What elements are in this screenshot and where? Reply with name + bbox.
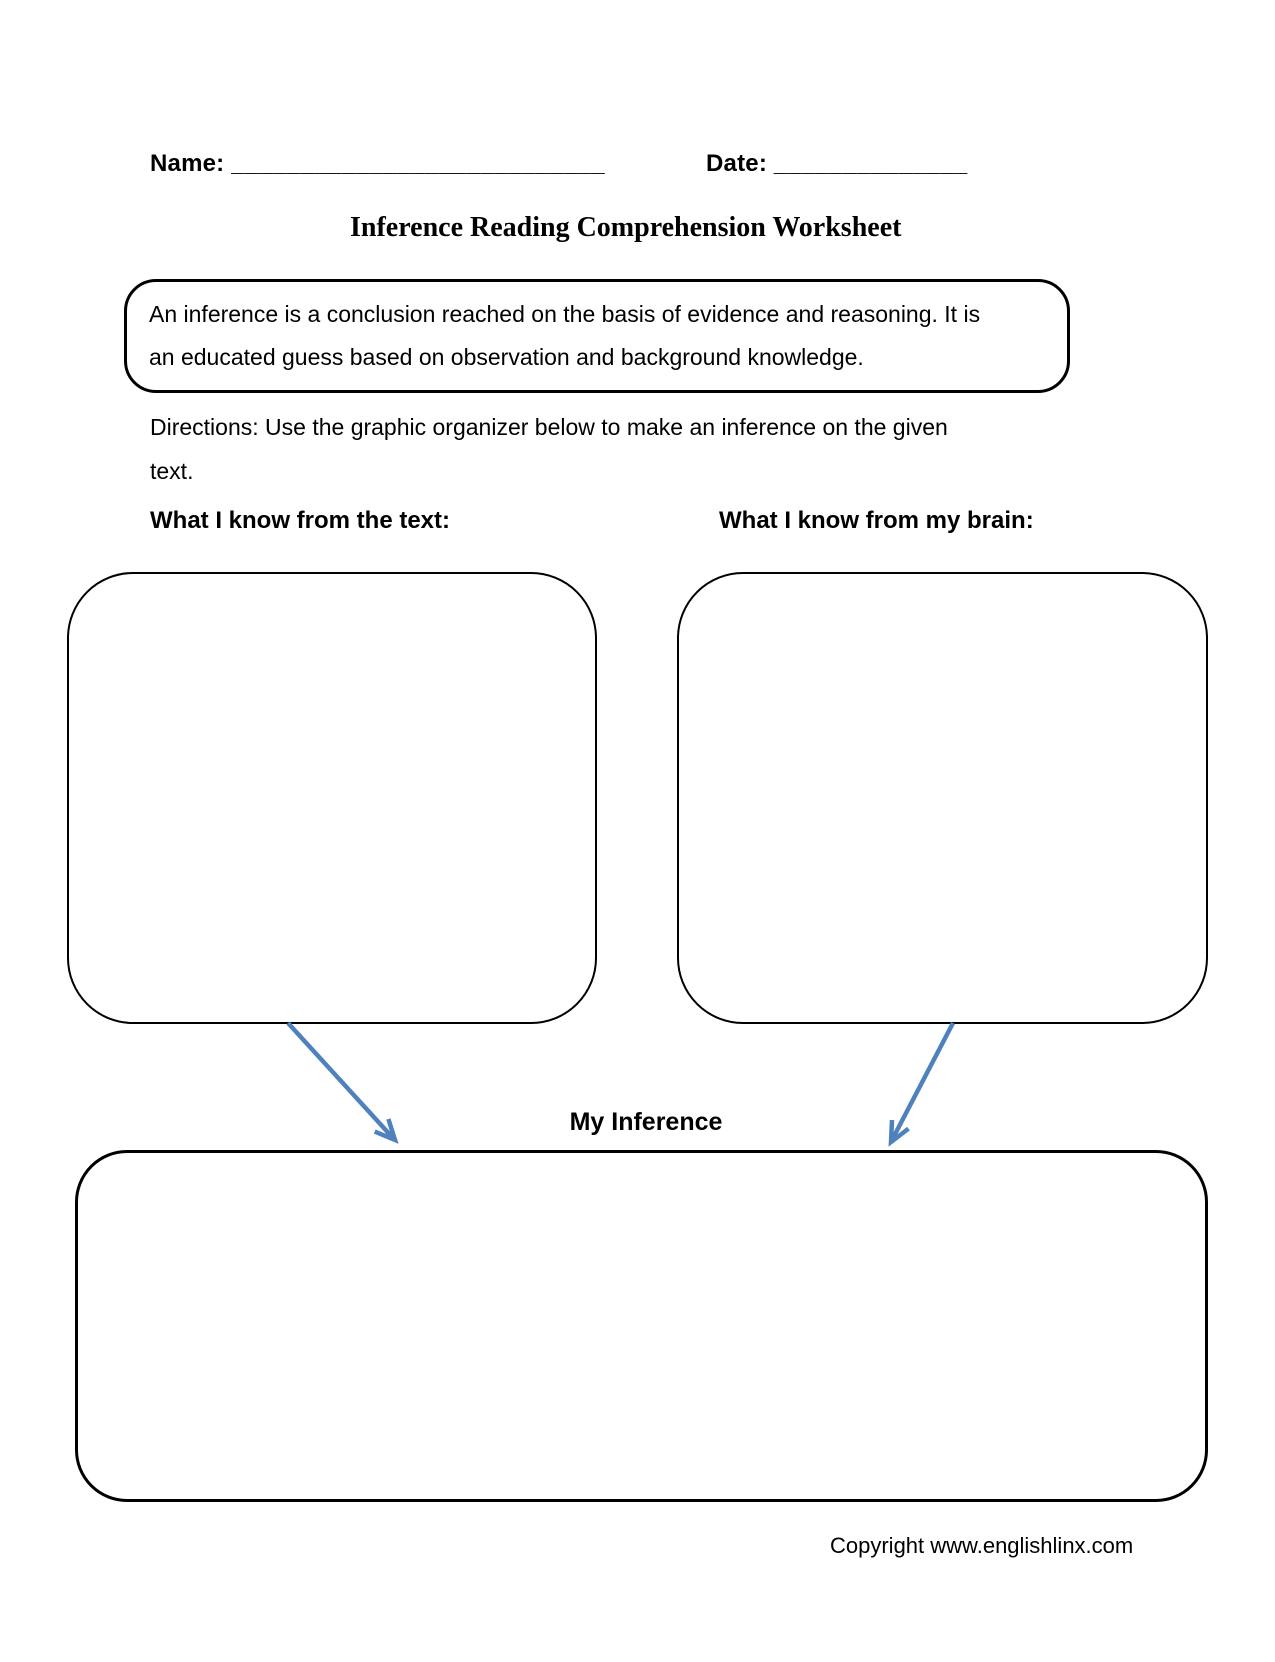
definition-box xyxy=(124,279,1070,393)
date-blank-line: ______________ xyxy=(773,150,968,177)
date-field xyxy=(706,150,968,178)
date-field-label: Date: xyxy=(706,150,768,177)
definition-text-line-1: An inference is a conclusion reached on the basis of evidence and reasoning. It is xyxy=(149,301,981,327)
definition-text-line-2: an educated guess based on observation and background knowledge. xyxy=(149,344,864,370)
directions-text-line-2: text. xyxy=(150,458,194,484)
arrow-from-text-box-icon xyxy=(288,1023,395,1140)
copyright-text: Copyright www.englishlinx.com xyxy=(830,1533,1134,1558)
directions-text xyxy=(150,405,948,493)
my-inference-box xyxy=(75,1150,1208,1502)
directions-text-line-1: Directions: Use the graphic organizer below to make an inference on the given xyxy=(150,414,948,440)
name-blank-line: ___________________________ xyxy=(231,150,606,177)
text-knowledge-label: What I know from the text: xyxy=(150,507,450,534)
my-inference-label: My Inference xyxy=(569,1108,723,1136)
arrow-from-brain-box-icon xyxy=(891,1023,953,1142)
name-field-label: Name: xyxy=(150,150,225,177)
brain-knowledge-label: What I know from my brain: xyxy=(719,507,1034,534)
brain-knowledge-box xyxy=(677,572,1208,1024)
name-field xyxy=(150,150,605,178)
page-title: Inference Reading Comprehension Worksheet xyxy=(350,212,902,243)
text-knowledge-box xyxy=(67,572,597,1024)
